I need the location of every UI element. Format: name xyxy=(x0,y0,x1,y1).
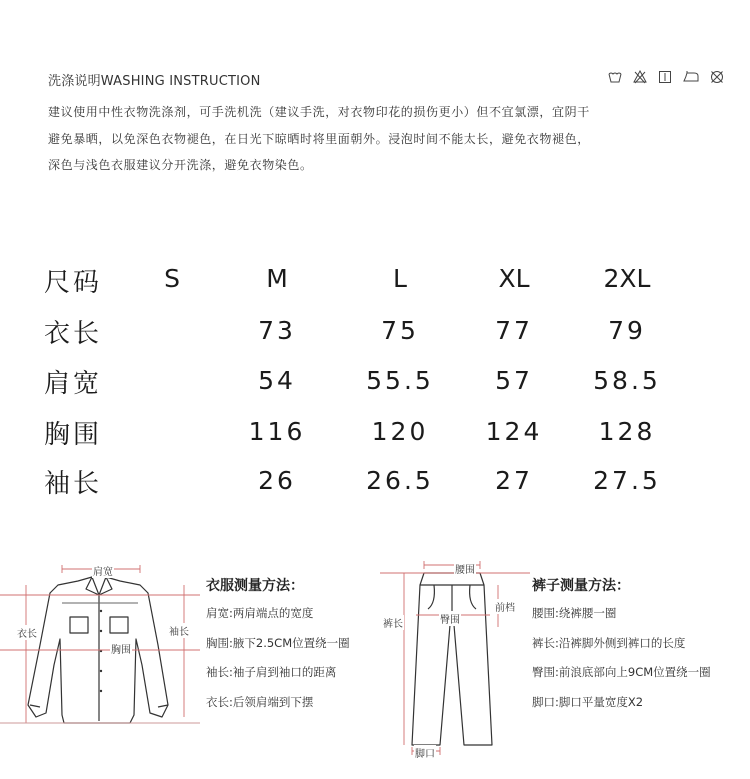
pants-measure-title: 裤子测量方法： xyxy=(532,578,630,594)
row-label-length: 衣长 xyxy=(44,319,103,349)
pants-label-rise: 前档 xyxy=(494,599,516,614)
pants-measure-item: 脚口:脚口平量宽度X2 xyxy=(532,695,644,709)
size-header-label: 尺码 xyxy=(44,268,103,298)
pants-label-length: 裤长 xyxy=(382,615,404,630)
shirt-label-length: 衣长 xyxy=(16,625,38,640)
table-cell: 27.5 xyxy=(593,466,661,495)
size-header-2xl: 2XL xyxy=(603,264,651,293)
washing-title: 洗涤说明WASHING INSTRUCTION xyxy=(48,74,261,89)
pants-label-waist: 腰围 xyxy=(454,561,476,576)
table-cell: 57 xyxy=(495,366,533,395)
table-cell: 77 xyxy=(495,316,533,345)
washing-line-1: 建议使用中性衣物洗涤剂，可手洗机洗（建议手洗，对衣物印花的损伤更小）但不宜氯漂，宜阴干 xyxy=(48,105,590,119)
pants-measure-item: 腰围:绕裤腰一圈 xyxy=(532,606,617,620)
shirt-measure-item: 胸围:腋下2.5CM位置绕一圈 xyxy=(206,636,350,650)
wash-basin-icon xyxy=(608,70,622,84)
table-cell: 75 xyxy=(381,316,419,345)
iron-icon xyxy=(683,70,699,84)
shirt-measure-title: 衣服测量方法： xyxy=(206,578,304,594)
pants-measure-item: 裤长:沿裤脚外侧到裤口的长度 xyxy=(532,636,686,650)
size-header-s: S xyxy=(164,264,180,293)
table-cell: 27 xyxy=(495,466,533,495)
shirt-measure-item: 袖长:袖子肩到袖口的距离 xyxy=(206,665,337,679)
washing-line-2: 避免暴晒，以免深色衣物褪色，在日光下晾晒时将里面朝外。浸泡时间不能太长，避免衣物褪色， xyxy=(48,132,590,146)
table-cell: 26 xyxy=(258,466,296,495)
row-label-sleeve: 袖长 xyxy=(44,469,103,499)
row-label-shoulder: 肩宽 xyxy=(44,369,103,399)
shirt-measure-item: 肩宽:两肩端点的宽度 xyxy=(206,606,314,620)
pants-diagram xyxy=(380,555,530,777)
size-header-xl: XL xyxy=(498,264,530,293)
washing-line-3: 深色与浅色衣服建议分开洗涤，避免衣物染色。 xyxy=(48,158,313,172)
pants-label-hip: 臀围 xyxy=(439,611,461,626)
table-cell: 54 xyxy=(258,366,296,395)
washing-instruction xyxy=(48,70,708,89)
table-cell: 120 xyxy=(371,417,429,446)
table-cell: 79 xyxy=(608,316,646,345)
size-header-l: L xyxy=(393,264,407,293)
shirt-label-shoulder: 肩宽 xyxy=(92,563,114,578)
no-bleach-icon xyxy=(633,70,647,84)
table-cell: 124 xyxy=(485,417,543,446)
table-cell: 58.5 xyxy=(593,366,661,395)
shirt-label-chest: 胸围 xyxy=(110,641,132,656)
shirt-diagram xyxy=(0,555,200,755)
table-cell: 116 xyxy=(248,417,306,446)
pants-label-hem: 脚口 xyxy=(414,745,436,760)
no-dry-clean-icon xyxy=(710,70,724,84)
table-cell: 55.5 xyxy=(366,366,434,395)
row-label-chest: 胸围 xyxy=(44,420,103,450)
shirt-label-sleeve: 袖长 xyxy=(168,623,190,638)
care-icons xyxy=(608,70,724,84)
table-cell: 73 xyxy=(258,316,296,345)
shirt-measure-item: 衣长:后领肩端到下摆 xyxy=(206,695,314,709)
tumble-dry-icon xyxy=(658,70,672,84)
table-cell: 128 xyxy=(598,417,656,446)
size-header-m: M xyxy=(266,264,288,293)
pants-measure-item: 臀围:前浪底部向上9CM位置绕一圈 xyxy=(532,665,711,679)
table-cell: 26.5 xyxy=(366,466,434,495)
